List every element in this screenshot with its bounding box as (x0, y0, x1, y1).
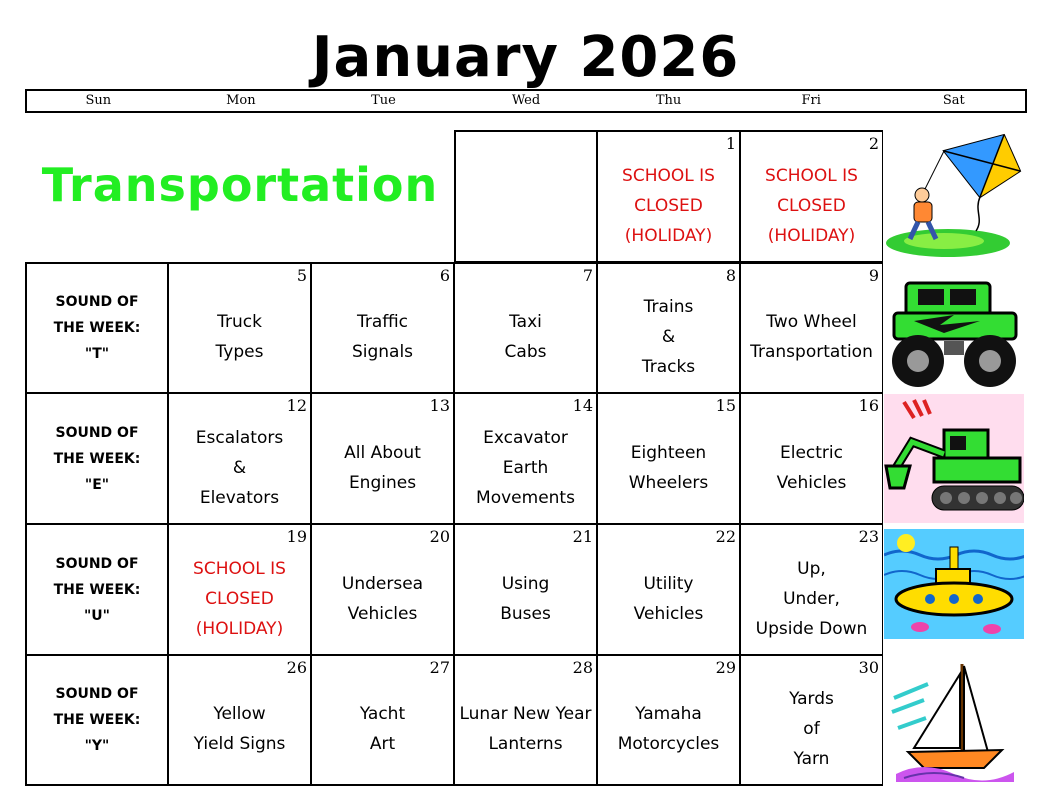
topic-line: Trains (643, 297, 694, 317)
day-number: 2 (868, 134, 879, 153)
submarine-icon (884, 525, 1024, 654)
sound-label-line: SOUND OF (55, 555, 139, 572)
sound-of-week-cell (25, 262, 168, 393)
day-cell-6[interactable] (311, 262, 454, 393)
sound-letter: "Y" (84, 738, 110, 754)
topic-line: Vehicles (347, 603, 418, 624)
day-number: 27 (429, 658, 450, 677)
sound-of-week-cell (25, 393, 168, 524)
weekday-mon: Mon (226, 93, 256, 108)
topic-line: Engines (348, 472, 417, 493)
holiday-notice (169, 549, 310, 648)
calendar-title: January 2026 (311, 25, 740, 90)
topic-line: SCHOOL IS (765, 165, 858, 186)
sound-label-line: THE WEEK: (53, 320, 141, 336)
day-number: 16 (858, 396, 879, 415)
topic-line: Yacht (359, 704, 406, 724)
topic-line: Electric (780, 442, 843, 463)
day-topic (455, 288, 596, 386)
topic-line: Motorcycles (617, 734, 720, 754)
topic-line: Yield Signs (193, 734, 286, 754)
day-number: 29 (715, 658, 736, 677)
holiday-notice (598, 156, 739, 255)
theme-title: Transportation (41, 158, 439, 212)
day-topic (312, 680, 453, 778)
topic-line: Undersea (341, 573, 424, 594)
weekday-sun: Sun (85, 93, 112, 108)
sound-letter: "U" (84, 607, 110, 624)
day-topic (169, 288, 310, 386)
topic-line: SCHOOL IS (193, 558, 286, 579)
sound-of-week (27, 394, 167, 523)
topic-line: Vehicles (633, 603, 704, 624)
day-cell-13[interactable] (311, 393, 454, 524)
topic-line: Traffic (356, 312, 409, 332)
topic-line: (HOLIDAY) (624, 225, 713, 246)
weekday-wed: Wed (511, 93, 541, 108)
topic-line: Yarn (793, 749, 830, 769)
day-topic (598, 680, 739, 778)
topic-line: Escalators (195, 427, 284, 448)
day-number: 28 (572, 658, 593, 677)
sound-label-line: SOUND OF (55, 294, 139, 310)
day-number: 22 (715, 527, 736, 546)
weekday-sat: Sat (942, 93, 965, 108)
topic-line: Lanterns (488, 734, 563, 754)
day-topic (741, 288, 882, 386)
monster-truck-icon (884, 263, 1024, 392)
day-topic (455, 549, 596, 648)
topic-line: Lunar New Year (459, 704, 592, 724)
topic-line: Yellow (213, 704, 266, 724)
day-number: 23 (858, 527, 879, 546)
topic-line: Taxi (509, 312, 542, 332)
topic-line: CLOSED (777, 195, 846, 216)
topic-line: Signals (351, 342, 414, 362)
day-topic (169, 418, 310, 517)
topic-line: Transportation (750, 342, 873, 362)
topic-line: CLOSED (634, 195, 703, 216)
day-topic (312, 288, 453, 386)
day-cell-27[interactable] (311, 655, 454, 786)
topic-line: of (803, 719, 820, 739)
day-cell-26[interactable] (168, 655, 311, 786)
sailboat-icon (884, 656, 1024, 785)
day-topic (455, 680, 596, 778)
topic-line: Earth (502, 457, 549, 478)
topic-line: & (661, 327, 676, 347)
sound-label-line: THE WEEK: (53, 450, 141, 467)
sound-of-week-cell (25, 655, 168, 786)
topic-line: (HOLIDAY) (195, 618, 284, 639)
topic-line: Eighteen (630, 442, 707, 463)
topic-line: Up, (797, 558, 826, 579)
sound-of-week (27, 525, 167, 654)
day-number: 1 (725, 134, 736, 153)
kite-boy-icon (884, 131, 1024, 261)
day-cell-21[interactable] (454, 524, 597, 655)
day-cell-7[interactable] (454, 262, 597, 393)
sound-of-week (27, 264, 167, 392)
day-cell-22[interactable] (597, 524, 740, 655)
topic-line: Upside Down (755, 618, 868, 639)
weekday-tue: Tue (371, 93, 396, 108)
sound-letter: "E" (84, 476, 110, 493)
day-number: 13 (429, 396, 450, 415)
day-number: 9 (868, 266, 879, 285)
day-cell-9[interactable] (740, 262, 883, 393)
day-cell-28[interactable] (454, 655, 597, 786)
topic-line: Two Wheel (766, 312, 857, 332)
day-number: 5 (296, 266, 307, 285)
topic-line: & (232, 457, 247, 478)
day-topic (598, 418, 739, 517)
topic-line: Vehicles (776, 472, 847, 493)
topic-line: Yards (789, 689, 834, 709)
day-number: 7 (582, 266, 593, 285)
day-topic (741, 418, 882, 517)
day-topic (169, 680, 310, 778)
topic-line: (HOLIDAY) (767, 225, 856, 246)
topic-line: Utility (643, 573, 694, 594)
day-number: 8 (725, 266, 736, 285)
day-number: 21 (572, 527, 593, 546)
weekday-fri: Fri (801, 93, 821, 108)
weekday-header (25, 89, 1027, 113)
topic-line: Cabs (504, 342, 547, 362)
day-cell-15[interactable] (597, 393, 740, 524)
day-number: 19 (286, 527, 307, 546)
day-cell-20[interactable] (311, 524, 454, 655)
day-topic (741, 549, 882, 648)
empty-day-cell (454, 130, 597, 262)
day-topic (312, 418, 453, 517)
topic-line: All About (344, 442, 421, 463)
day-cell-19[interactable] (168, 524, 311, 655)
topic-line: CLOSED (205, 588, 274, 609)
day-topic (741, 680, 882, 778)
topic-line: Tracks (641, 357, 696, 377)
topic-line: Excavator (483, 427, 568, 448)
day-cell-14[interactable] (454, 393, 597, 524)
sound-of-week-cell (25, 524, 168, 655)
topic-line: SCHOOL IS (622, 165, 715, 186)
day-number: 26 (286, 658, 307, 677)
day-cell-8[interactable] (597, 262, 740, 393)
day-cell-12[interactable] (168, 393, 311, 524)
excavator-icon (884, 394, 1024, 523)
topic-line: Elevators (199, 487, 280, 508)
sound-of-week (27, 656, 167, 784)
day-cell-5[interactable] (168, 262, 311, 393)
day-number: 30 (858, 658, 879, 677)
day-topic (312, 549, 453, 648)
sound-label-line: THE WEEK: (53, 712, 141, 728)
sound-label-line: THE WEEK: (53, 581, 141, 598)
day-cell-16[interactable] (740, 393, 883, 524)
day-cell-30[interactable] (740, 655, 883, 786)
topic-line: Types (215, 342, 264, 362)
day-topic (455, 418, 596, 517)
topic-line: Yamaha (635, 704, 702, 724)
topic-line: Wheelers (628, 472, 709, 493)
topic-line: Art (369, 734, 396, 754)
day-number: 15 (715, 396, 736, 415)
day-cell-2[interactable] (740, 130, 883, 262)
day-cell-29[interactable] (597, 655, 740, 786)
day-number: 12 (286, 396, 307, 415)
sound-letter: "T" (84, 346, 110, 362)
holiday-notice (741, 156, 882, 255)
weekday-thu: Thu (655, 93, 682, 108)
topic-line: Truck (217, 312, 262, 332)
day-number: 14 (572, 396, 593, 415)
day-topic (598, 288, 739, 386)
topic-line: Movements (476, 487, 575, 508)
day-topic (598, 549, 739, 648)
day-number: 6 (439, 266, 450, 285)
topic-line: Under, (783, 588, 840, 609)
sound-label-line: SOUND OF (55, 424, 139, 441)
topic-line: Buses (500, 603, 551, 624)
day-cell-1[interactable] (597, 130, 740, 262)
topic-line: Using (501, 573, 550, 594)
sound-label-line: SOUND OF (55, 686, 139, 702)
day-number: 20 (429, 527, 450, 546)
day-cell-23[interactable] (740, 524, 883, 655)
